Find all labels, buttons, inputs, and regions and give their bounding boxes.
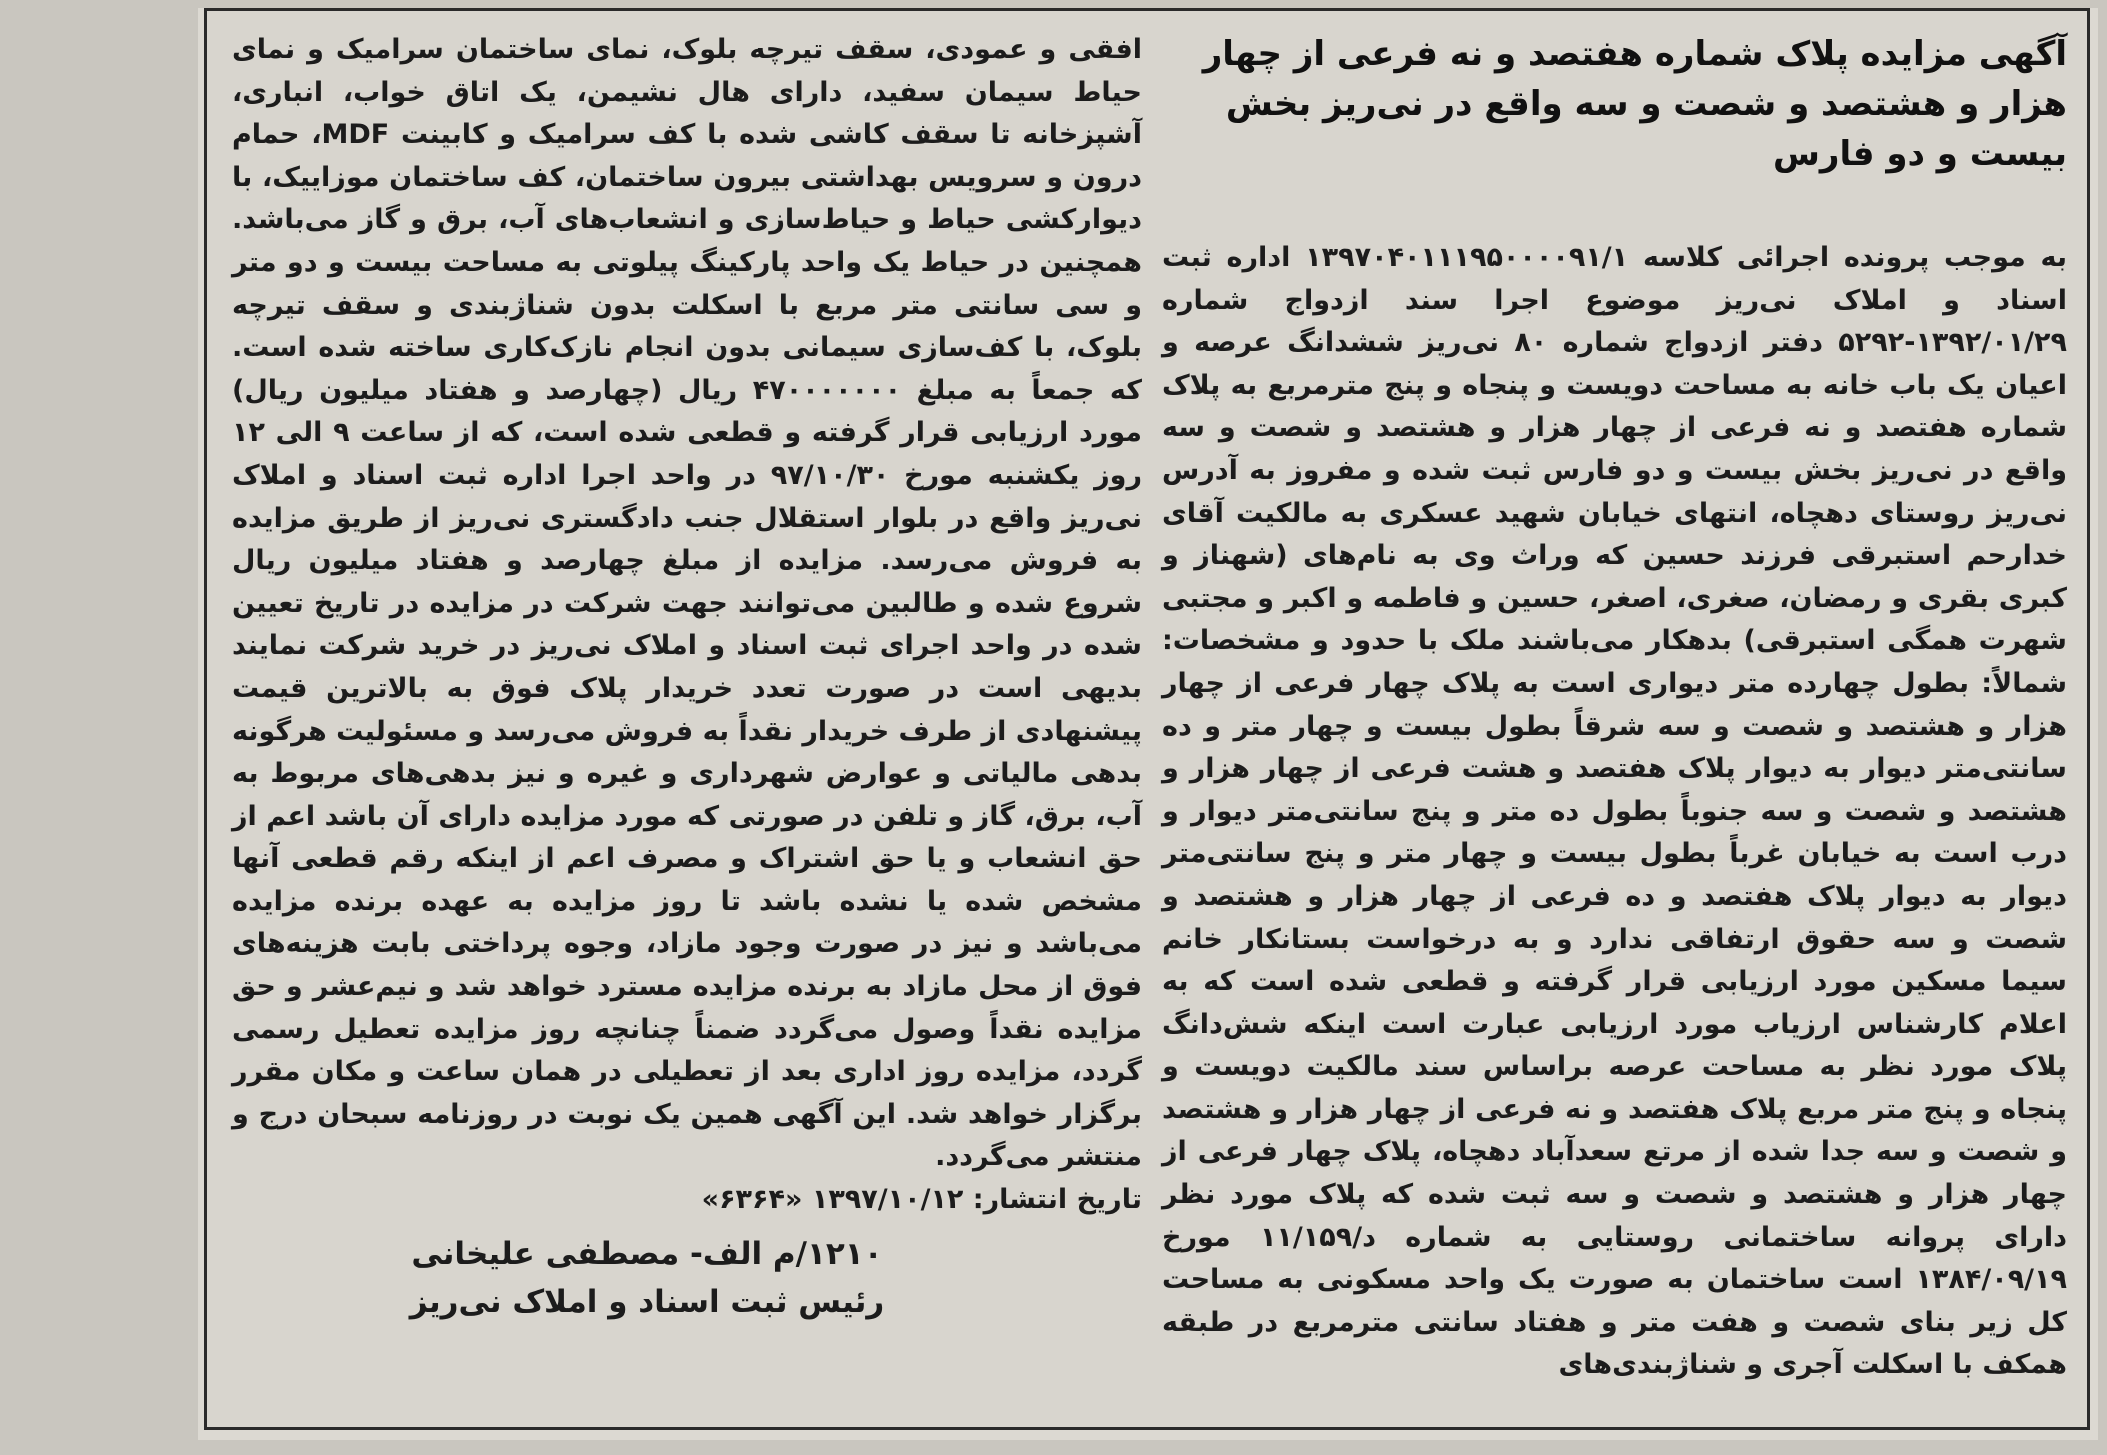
notice-frame [204,8,2090,1430]
signature-block [232,1230,1142,1326]
newspaper-page [198,8,2098,1440]
notice-title: آگهی مزایده پلاک شماره هفتصد و نه فرعی از چهار هزار و هشتصد و شصت و سه واقع در نی‌ریز بخش بیست و دو فارس [1202,34,2067,174]
signature-code: ۱۲۱۰/م الف- مصطفی علیخانی [411,1235,883,1272]
notice-right-column [1162,29,2067,1387]
notice-body-right: به موجب پرونده اجرائی کلاسه ۱۳۹۷۰۴۰۱۱۱۹۵۰۰۰۰۹۱/۱ اداره ثبت اسناد و املاک نی‌ریز موضوع اجرا سند ازدواج شماره ۱۳۹۲/۰۱/۲۹-۵۲۹۲ دفتر ازدواج شماره ۸۰ نی‌ریز ششدانگ عرصه و اعیان یک باب خانه به مساحت دویست و پنجاه و پنج مترمربع به پلاک شماره هفتصد و نه فرعی از چهار هزار و هشتصد و شصت و سه واقع در نی‌ریز بخش بیست و دو فارس ثبت شده و مفروز به آدرس نی‌ریز روستای دهچاه، انتهای خیابان شهید عسکری به مالکیت آقای خدارحم استبرقی فرزند حسین که وراث وی به نام‌های (شهناز و کبری بقری و رمضان، صغری، اصغر، حسین و فاطمه و اکبر و مجتبی شهرت همگی استبرقی) بدهکار می‌باشند ملک با حدود و مشخصات: شمالاً: بطول چهارده متر دیواری است به پلاک چهار فرعی از چهار هزار و هشتصد و شصت و سه شرقاً بطول بیست و چهار متر و ده سانتی‌متر دیوار به دیوار پلاک هفتصد و هشت فرعی از چهار هزار و هشتصد و شصت و سه جنوباً بطول ده متر و پنج سانتی‌متر دیوار و درب است به خیابان غرباً بطول بیست و چهار متر و پنج سانتی‌متر دیوار به دیوار پلاک هفتصد و ده فرعی از چهار هزار و هشتصد و شصت و سه حقوق ارتفاقی ندارد و به درخواست بستانکار خانم سیما مسکین مورد ارزیابی قرار گرفته و قطعی شده است که به اعلام کارشناس ارزیاب مورد ارزیابی عبارت است اینکه شش‌دانگ پلاک مورد نظر به مساحت عرصه براساس سند مالکیت دویست و پنجاه و پنج متر مربع پلاک هفتصد و نه فرعی از چهار هزار و هشتصد و شصت و سه جدا شده از مرتع سعدآباد دهچاه، پلاک چهار فرعی از چهار هزار و هشتصد و شصت و سه ثبت شده که پلاک مورد نظر دارای پروانه ساختمانی روستایی به شماره د/۱۱/۱۵۹ مورخ ۱۳۸۴/۰۹/۱۹ است ساختمان به صورت یک واحد مسکونی به مساحت کل زیر بنای شصت و هفت متر و هفتاد سانتی مترمربع در طبقه همکف با اسکلت آجری و شناژبندی‌های [1162,242,2068,1381]
notice-left-column [232,29,1142,1326]
signature-title: رئیس ثبت اسناد و املاک نی‌ریز [409,1283,885,1320]
publication-date: تاریخ انتشار: ۱۳۹۷/۱۰/۱۲ «۶۳۶۴» [701,1184,1142,1216]
notice-body-left: افقی و عمودی، سقف تیرچه بلوک، نمای ساختمان سرامیک و نمای حیاط سیمان سفید، دارای هال نشیمن، یک اتاق خواب، انباری، آشپزخانه تا سقف کاشی شده با کف سرامیک و کابینت MDF، حمام درون و سرویس بهداشتی بیرون ساختمان، کف ساختمان موزاییک، با دیوارکشی حیاط و حیاط‌سازی و انشعاب‌های آب، برق و گاز می‌باشد. همچنین در حیاط یک واحد پارکینگ پیلوتی به مساحت بیست و دو متر و سی سانتی متر مربع با اسکلت بدون شناژبندی و سقف تیرچه بلوک، با کف‌سازی سیمانی بدون انجام نازک‌کاری ساخته شده است. که جمعاً به مبلغ ۴۷۰۰۰۰۰۰۰ ریال (چهارصد و هفتاد میلیون ریال) مورد ارزیابی قرار گرفته و قطعی شده است، که از ساعت ۹ الی ۱۲ روز یکشنبه مورخ ۹۷/۱۰/۳۰ در واحد اجرا اداره ثبت اسناد و املاک نی‌ریز واقع در بلوار استقلال جنب دادگستری نی‌ریز از طریق مزایده به فروش می‌رسد. مزایده از مبلغ چهارصد و هفتاد میلیون ریال شروع شده و طالبین می‌توانند جهت شرکت در مزایده در تاریخ تعیین شده در واحد اجرای ثبت اسناد و املاک نی‌ریز در خرید شرکت نمایند بدیهی است در صورت تعدد خریدار پلاک فوق به بالاترین قیمت پیشنهادی از طرف خریدار نقداً به فروش می‌رسد و مسئولیت هرگونه بدهی مالیاتی و عوارض شهرداری و غیره و نیز بدهی‌های مربوط به آب، برق، گاز و تلفن در صورتی که مورد مزایده دارای آن باشد اعم از حق انشعاب و یا حق اشتراک و مصرف اعم از اینکه رقم قطعی آنها مشخص شده یا نشده باشد تا روز مزایده به عهده برنده مزایده می‌باشد و نیز در صورت وجود مازاد، وجوه پرداختی بابت هزینه‌های فوق از محل مازاد به برنده مزایده مسترد خواهد شد و نیم‌عشر و حق مزایده نقداً وصول می‌گردد ضمناً چنانچه روز مزایده تعطیل رسمی گردد، مزایده روز اداری بعد از تعطیلی در همان ساعت و مکان مقرر برگزار خواهد شد. این آگهی همین یک نوبت در روزنامه سبحان درج و منتشر می‌گردد. [232,34,1142,1173]
